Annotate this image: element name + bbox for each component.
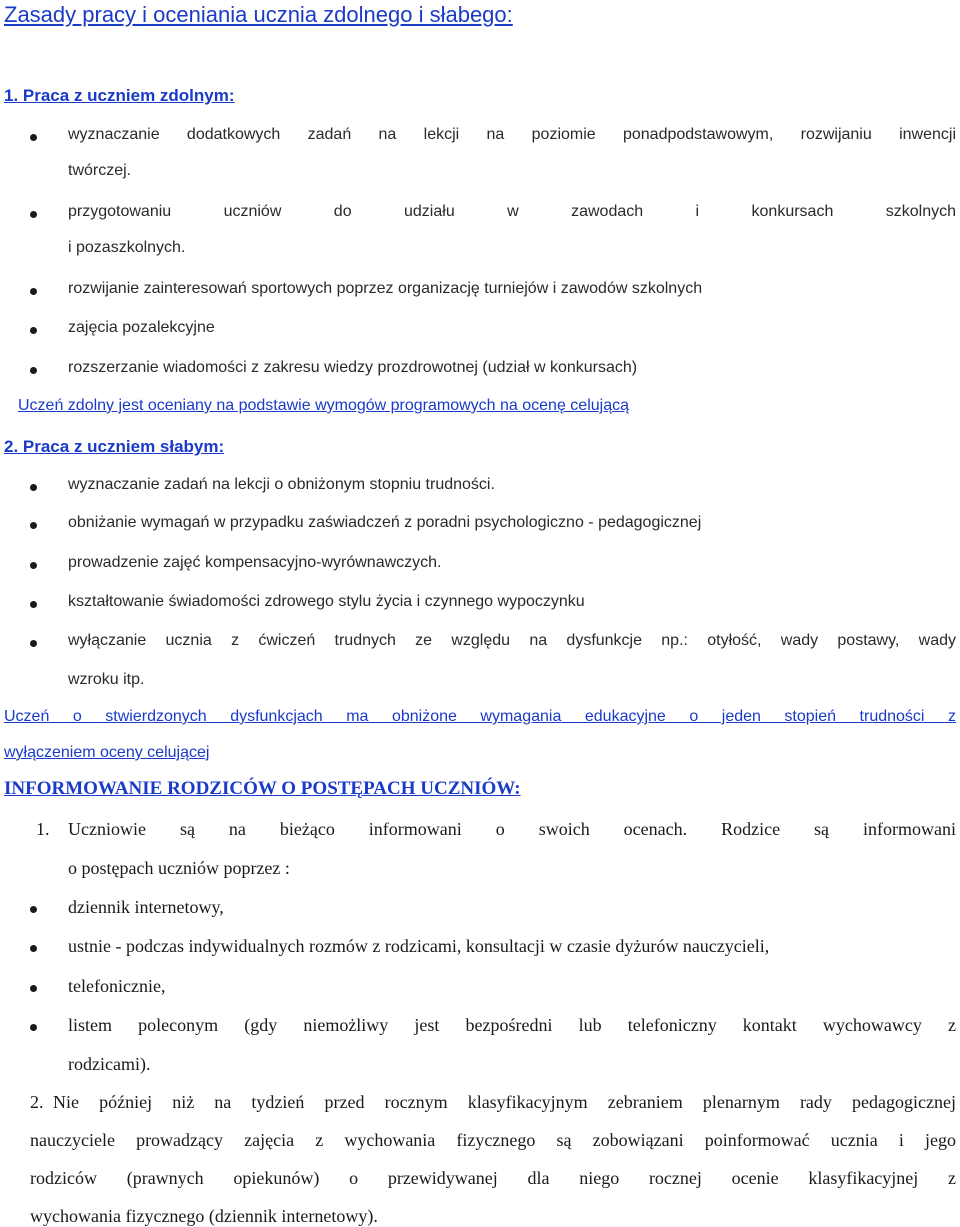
bullet-icon — [30, 945, 37, 952]
bullet-icon — [30, 288, 37, 295]
info-point1-line2: o postępach uczniów poprzez : — [68, 858, 290, 878]
section2-item-5-line1: wyłączanie ucznia z ćwiczeń trudnych ze względu na dysfunkcje np.: otyłość, wady postawy, wady — [68, 632, 956, 649]
section1-item-1-line1: wyznaczanie dodatkowych zadań na lekcji na poziomie ponadpodstawowym, rozwijaniu inwencji — [68, 126, 956, 143]
info-point2-line2: nauczyciele prowadzący zajęcia z wychowania fizycznego są zobowiązani poinformować ucznia i jego — [30, 1130, 956, 1150]
bullet-icon — [30, 985, 37, 992]
bullet-icon — [30, 484, 37, 491]
section2-note-line1: Uczeń o stwierdzonych dysfunkcjach ma obniżone wymagania edukacyjne o jeden stopień trudności z — [4, 708, 956, 725]
bullet-icon — [30, 601, 37, 608]
bullet-icon — [30, 522, 37, 529]
bullet-icon — [30, 1024, 37, 1031]
bullet-icon — [30, 134, 37, 141]
info-heading: INFORMOWANIE RODZICÓW O POSTĘPACH UCZNIÓW: — [4, 778, 521, 799]
bullet-icon — [30, 562, 37, 569]
section2-item-2: obniżanie wymagań w przypadku zaświadczeń z poradni psychologiczno - pedagogicznej — [68, 514, 702, 531]
info-point2-line1: Nie później niż na tydzień przed rocznym klasyfikacyjnym zebraniem plenarnym rady pedagogicznej — [53, 1092, 956, 1112]
bullet-icon — [30, 640, 37, 647]
info-point1-line1: Uczniowie są na bieżąco informowani o swoich ocenach. Rodzice są informowani — [68, 819, 956, 839]
info-method-3: telefonicznie, — [68, 976, 166, 996]
info-point2-line3: rodziców (prawnych opiekunów) o przewidywanej dla niego rocznej ocenie klasyfikacyjnej z — [30, 1168, 956, 1188]
section1-item-1-line2: twórczej. — [68, 162, 132, 179]
section1-heading: 1. Praca z uczniem zdolnym: — [4, 86, 235, 105]
section2-item-3: prowadzenie zajęć kompensacyjno-wyrównawczych. — [68, 554, 442, 571]
info-method-2: ustnie - podczas indywidualnych rozmów z rodzicami, konsultacji w czasie dyżurów nauczycieli, — [68, 936, 770, 956]
section1-item-2-line1: przygotowaniu uczniów do udziału w zawodach i konkursach szkolnych — [68, 203, 956, 220]
info-point2-number: 2. — [30, 1092, 44, 1112]
info-point2-line4: wychowania fizycznego (dziennik internetowy). — [30, 1206, 378, 1226]
section1-note: Uczeń zdolny jest oceniany na podstawie wymogów programowych na ocenę celującą — [18, 397, 629, 414]
bullet-icon — [30, 906, 37, 913]
info-method-1: dziennik internetowy, — [68, 897, 224, 917]
bullet-icon — [30, 327, 37, 334]
section1-item-2-line2: i pozaszkolnych. — [68, 239, 186, 256]
section1-item-3: rozwijanie zainteresowań sportowych poprzez organizację turniejów i zawodów szkolnych — [68, 280, 703, 297]
section2-item-5-line2: wzroku itp. — [68, 671, 145, 688]
info-point1-number: 1. — [36, 819, 50, 839]
section1-item-4: zajęcia pozalekcyjne — [68, 319, 215, 336]
section1-item-5: rozszerzanie wiadomości z zakresu wiedzy prozdrowotnej (udział w konkursach) — [68, 359, 638, 376]
document-title: Zasady pracy i oceniania ucznia zdolnego i słabego: — [4, 2, 513, 27]
info-method-4-line1: listem poleconym (gdy niemożliwy jest bezpośredni lub telefoniczny kontakt wychowawcy z — [68, 1015, 956, 1035]
section2-note-line2: wyłączeniem oceny celującej — [4, 744, 210, 761]
section2-item-1: wyznaczanie zadań na lekcji o obniżonym stopniu trudności. — [68, 476, 495, 493]
section2-heading: 2. Praca z uczniem słabym: — [4, 437, 225, 456]
section2-item-4: kształtowanie świadomości zdrowego stylu życia i czynnego wypoczynku — [68, 593, 585, 610]
bullet-icon — [30, 367, 37, 374]
bullet-icon — [30, 211, 37, 218]
info-method-4-line2: rodzicami). — [68, 1054, 151, 1074]
